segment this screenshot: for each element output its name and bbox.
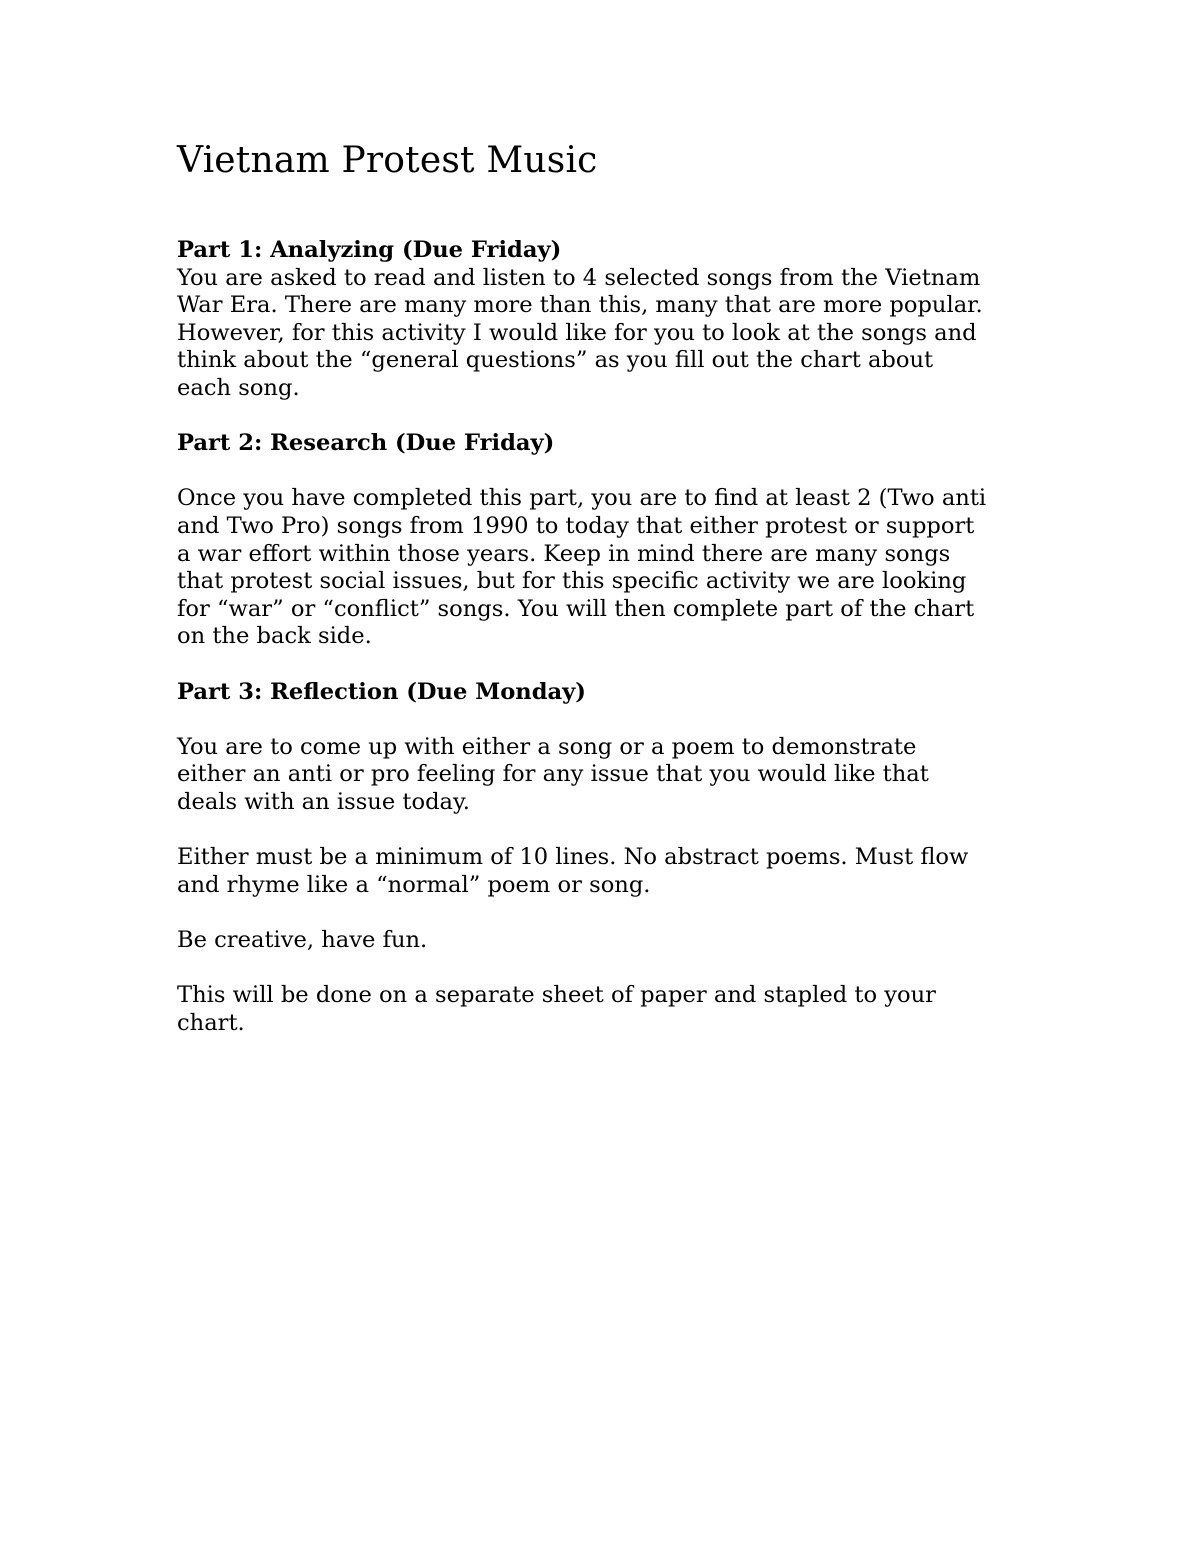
- part-3-submission-line: This will be done on a separate sheet of paper and stapled to your: [177, 982, 936, 1009]
- document-title: Vietnam Protest Music: [177, 140, 598, 181]
- part-3-encouragement: Be creative, have fun.: [177, 926, 428, 953]
- part-2-line: on the back side.: [177, 623, 372, 650]
- document-page: [177, 138, 1057, 1037]
- part-3-heading: Part 3: Reflection (Due Monday): [177, 678, 586, 705]
- part-3-intro-line: deals with an issue today.: [177, 788, 470, 815]
- part-2-line: that protest social issues, but for this specific activity we are looking: [177, 568, 967, 595]
- part-1-line: You are asked to read and listen to 4 selected songs from the Vietnam: [177, 264, 981, 291]
- spacer: [177, 651, 1057, 679]
- part-2-line: for “war” or “conflict” songs. You will then complete part of the chart: [177, 595, 975, 622]
- spacer: [177, 184, 1057, 237]
- part-3-intro-line: either an anti or pro feeling for any issue that you would like that: [177, 761, 929, 788]
- spacer: [177, 816, 1057, 844]
- part-2-line: a war effort within those years. Keep in mind there are many songs: [177, 540, 951, 567]
- part-3-submission-line: chart.: [177, 1009, 245, 1036]
- part-1-line: think about the “general questions” as you fill out the chart about: [177, 347, 934, 374]
- part-1-heading: Part 1: Analyzing (Due Friday): [177, 237, 562, 263]
- spacer: [177, 403, 1057, 431]
- part-2-section: [177, 430, 1057, 651]
- part-2-line: Once you have completed this part, you are to find at least 2 (Two anti: [177, 485, 987, 512]
- spacer: [177, 706, 1057, 734]
- part-2-line: and Two Pro) songs from 1990 to today that either protest or support: [177, 512, 975, 539]
- part-3-intro-line: You are to come up with either a song or a poem to demonstrate: [177, 733, 917, 760]
- part-3-requirements-line: and rhyme like a “normal” poem or song.: [177, 871, 651, 898]
- spacer: [177, 954, 1057, 982]
- part-1-section: [177, 237, 1057, 403]
- spacer: [177, 458, 1057, 486]
- spacer: [177, 899, 1057, 927]
- part-3-requirements-line: Either must be a minimum of 10 lines. No abstract poems. Must flow: [177, 844, 969, 871]
- part-1-line: each song.: [177, 374, 300, 401]
- part-3-section: [177, 679, 1057, 1038]
- part-2-heading: Part 2: Research (Due Friday): [177, 430, 555, 457]
- part-1-line: However, for this activity I would like for you to look at the songs and: [177, 319, 977, 346]
- part-1-line: War Era. There are many more than this, many that are more popular.: [177, 292, 983, 319]
